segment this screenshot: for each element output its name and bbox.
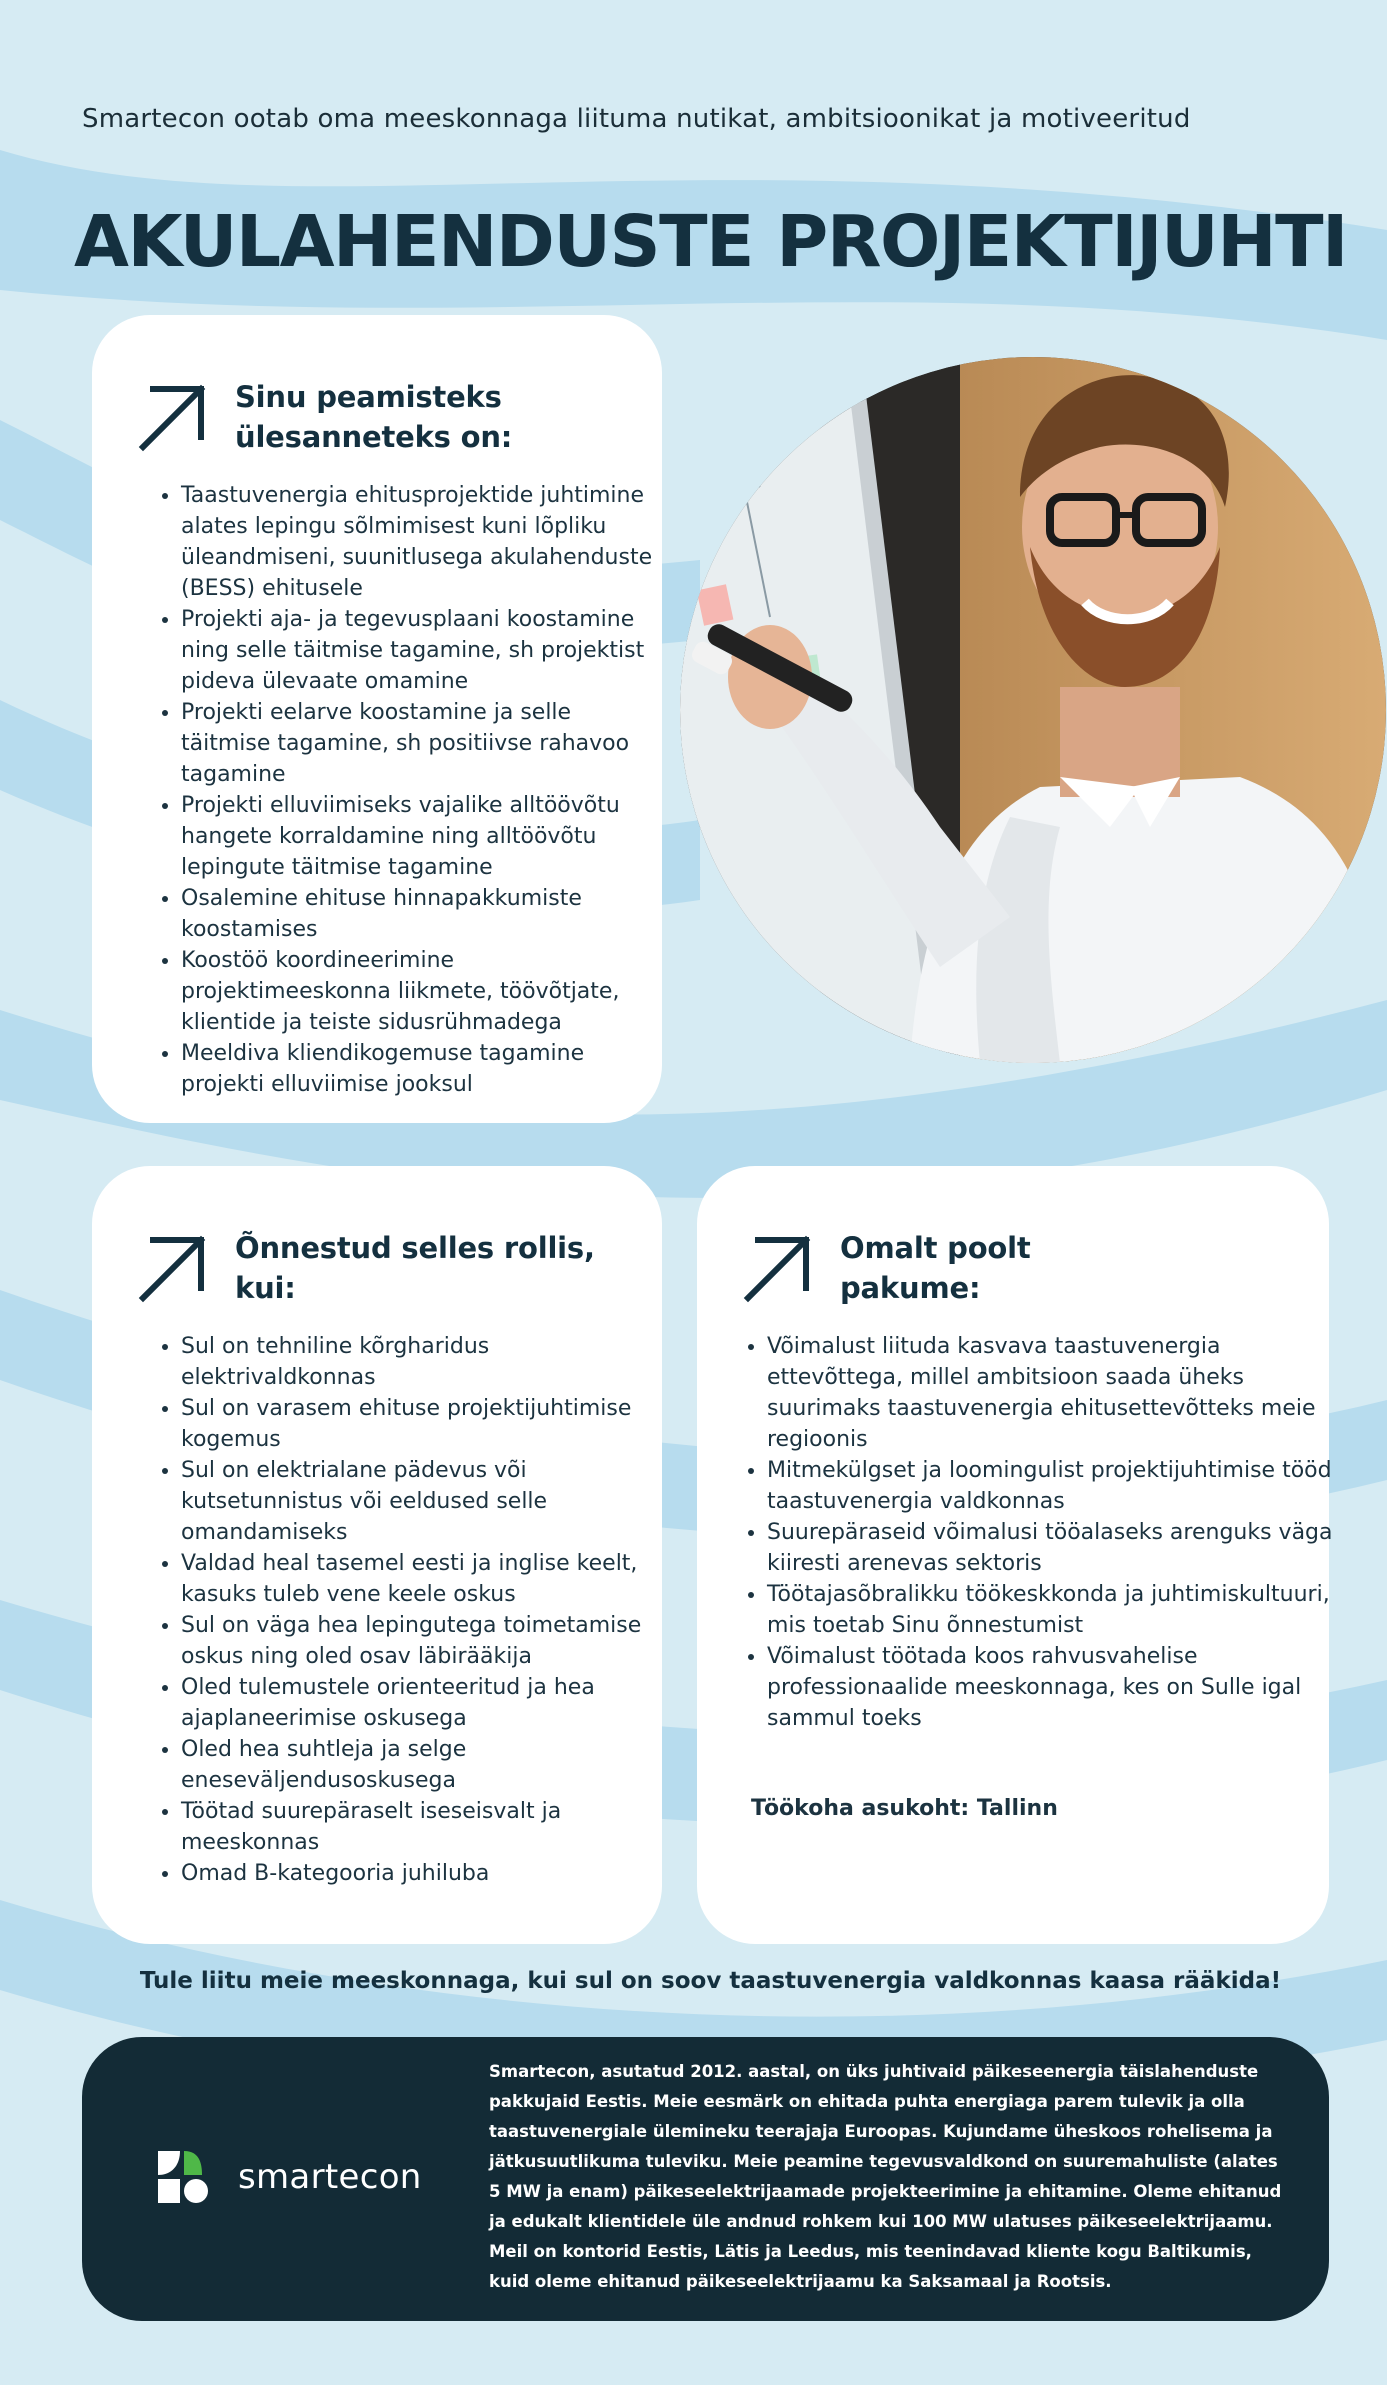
tagline: Smartecon ootab oma meeskonnaga liituma nutikat, ambitsioonikat ja motiveeritud [82, 104, 1191, 134]
list-item: • Osalemine ehituse hinnapakkumiste koostamises [181, 883, 653, 945]
job-title: AKULAHENDUSTE PROJEKTIJUHTI [74, 200, 1347, 283]
list-item: • Omad B-kategooria juhiluba [181, 1858, 653, 1889]
list-item: • Võimalust liituda kasvava taastuvenergia ettevõttega, millel ambitsioon saada üheks suurimaks taastuvenergia ehitusettevõtteks meie regioonis [767, 1331, 1333, 1455]
list-item: • Sul on väga hea lepingutega toimetamise oskus ning oled osav läbirääkija [181, 1610, 653, 1672]
offer-heading: Omalt poolt pakume: [840, 1231, 1031, 1305]
job-location: Töökoha asukoht: Tallinn [751, 1796, 1058, 1821]
arrow-up-right-icon [137, 379, 209, 453]
list-item: • Oled hea suhtleja ja selge eneseväljendusoskusega [181, 1734, 653, 1796]
list-item: • Valdad heal tasemel eesti ja inglise keelt, kasuks tuleb vene keele oskus [181, 1548, 653, 1610]
list-item: • Töötajasõbralikku töökeskkonda ja juhtimiskultuuri, mis toetab Sinu õnnestumist [767, 1579, 1333, 1641]
list-item: • Projekti aja- ja tegevusplaani koostamine ning selle täitmise tagamine, sh projektist pideva ülevaate omamine [181, 604, 653, 697]
company-description: Smartecon, asutatud 2012. aastal, on üks juhtivaid päikeseenergia täislahenduste pakkujaid Eestis. Meie eesmärk on ehitada puhta energiaga parem tulevik ja olla taastuvenergiale ülemineku teerajaja Euroopas. Kujundame üheskoos rohelisema ja jätkusuutlikuma tuleviku. Meie peamine tegevusvaldkond on suuremahuliste (alates 5 MW ja enam) päikeseelektrijaamade projekteerimine ja ehitamine. Oleme ehitanud ja edukalt klientidele üle andnud rohkem kui 100 MW ulatuses päikeseelektrijaamu. Meil on kontorid Eestis, Lätis ja Leedus, mis teenindavad kliente kogu Baltikumis, kuid oleme ehitanud päikeseelektrijaamu ka Saksamaal ja Rootsis. [489, 2062, 1282, 2291]
profile-list [149, 1331, 653, 1889]
list-item: • Töötad suurepäraselt iseseisvalt ja meeskonnas [181, 1796, 653, 1858]
tasks-header [137, 377, 512, 457]
tasks-heading: Sinu peamisteks ülesanneteks on: [235, 380, 513, 454]
offer-list [735, 1331, 1333, 1734]
list-item: • Võimalust töötada koos rahvusvahelise professionaalide meeskonnaga, kes on Sulle igal sammul toeks [767, 1641, 1333, 1734]
profile-card [92, 1166, 662, 1944]
tasks-list [149, 480, 653, 1100]
list-item: • Oled tulemustele orienteeritud ja hea ajaplaneerimise oskusega [181, 1672, 653, 1734]
list-item: • Sul on varasem ehituse projektijuhtimise kogemus [181, 1393, 653, 1455]
list-item: • Projekti elluviimiseks vajalike alltöövõtu hangete korraldamine ning alltöövõtu lepingute täitmise tagamine [181, 790, 653, 883]
smartecon-logo [158, 2151, 422, 2203]
company-footer [82, 2037, 1329, 2321]
list-item: • Sul on elektrialane pädevus või kutsetunnistus või eeldused selle omandamiseks [181, 1455, 653, 1548]
profile-heading: Õnnestud selles rollis, kui: [235, 1231, 595, 1305]
offer-card [697, 1166, 1333, 1944]
profile-header [137, 1228, 595, 1308]
list-item: • Taastuvenergia ehitusprojektide juhtimine alates lepingu sõlmimisest kuni lõpliku üleandmiseni, suunitlusega akulahenduste (BESS) ehitusele [181, 480, 653, 604]
employee-photo [680, 357, 1386, 1063]
list-item: • Sul on tehniline kõrgharidus elektrivaldkonnas [181, 1331, 653, 1393]
logo-text: smartecon [238, 2157, 422, 2197]
photo-illustration [680, 357, 1386, 1063]
arrow-up-right-icon [137, 1230, 209, 1304]
list-item: • Meeldiva kliendikogemuse tagamine projekti elluviimise jooksul [181, 1038, 653, 1100]
smartecon-logo-icon [158, 2151, 222, 2203]
arrow-up-right-icon [742, 1230, 814, 1304]
list-item: • Koostöö koordineerimine projektimeeskonna liikmete, töövõtjate, klientide ja teiste sidusrühmadega [181, 945, 653, 1038]
call-to-action: Tule liitu meie meeskonnaga, kui sul on soov taastuvenergia valdkonnas kaasa rääkida! [139, 1968, 1282, 1994]
list-item: • Mitmekülgset ja loomingulist projektijuhtimise tööd taastuvenergia valdkonnas [767, 1455, 1333, 1517]
offer-header [742, 1228, 1031, 1308]
list-item: • Suurepäraseid võimalusi tööalaseks arenguks väga kiiresti arenevas sektoris [767, 1517, 1333, 1579]
list-item: • Projekti eelarve koostamine ja selle täitmise tagamine, sh positiivse rahavoo tagamine [181, 697, 653, 790]
tasks-card [92, 315, 662, 1123]
